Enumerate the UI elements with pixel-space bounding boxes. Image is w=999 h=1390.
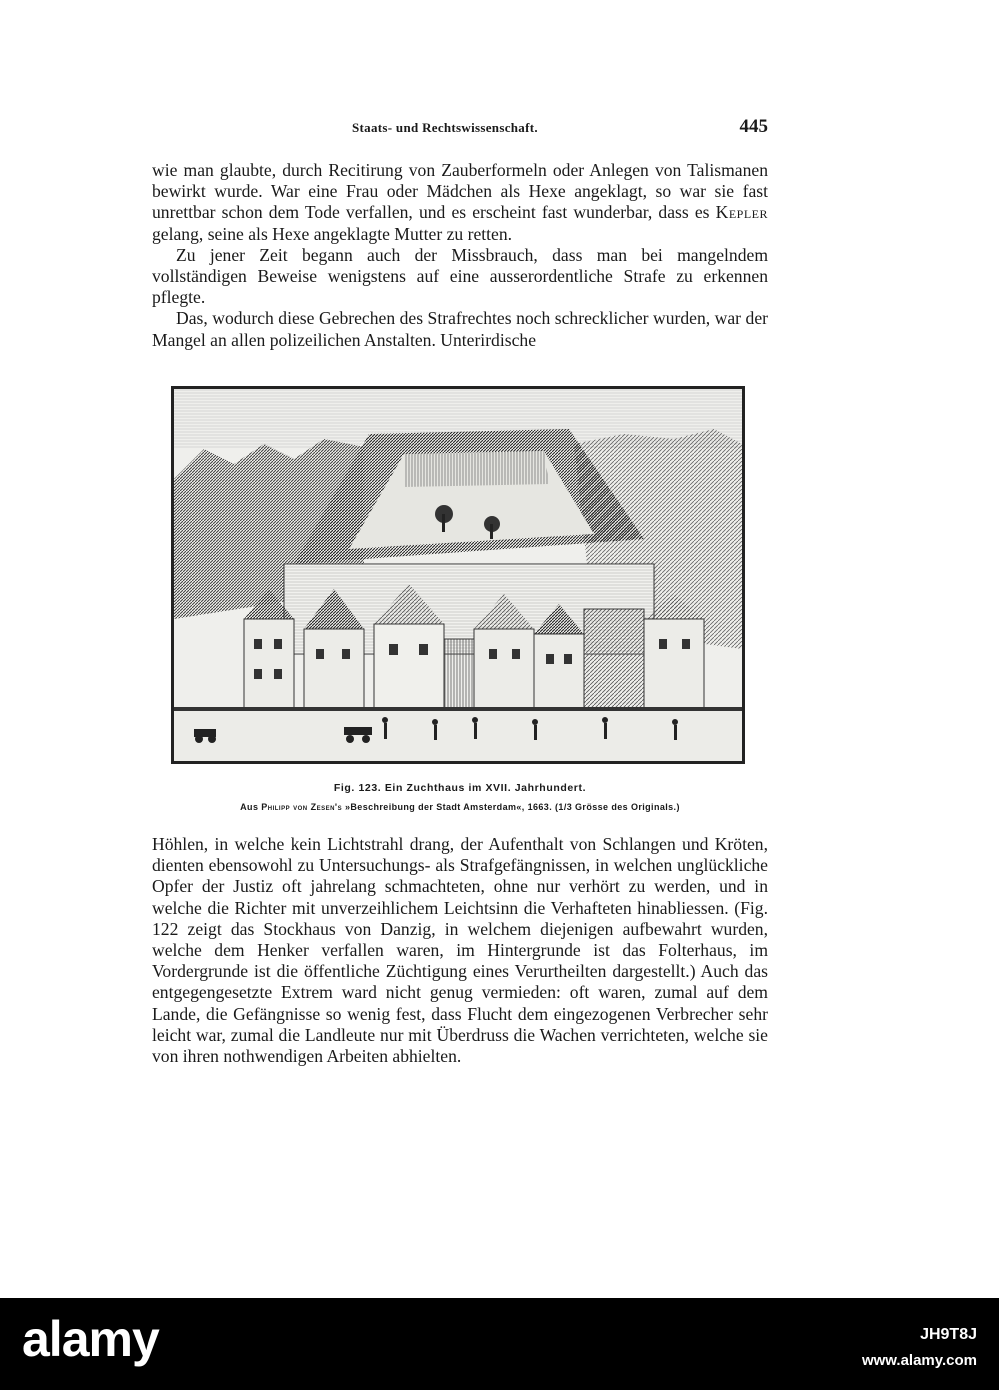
page-number: 445 [739,116,768,137]
running-head: Staats- und Rechtswissenschaft. [352,120,538,135]
figure-caption-title: Fig. 123. Ein Zuchthaus im XVII. Jahrhundert. [333,782,587,794]
source-author: Philipp von Zesen's [261,802,343,812]
paragraph: Zu jener Zeit begann auch der Missbrauch, dass man bei mangelndem vollständigen Beweise wenigstens auf eine ausserordentliche Strafe zu erkennen pflegte. [152,244,768,308]
page-header [152,118,768,142]
paragraph: Höhlen, in welche kein Lichtstrahl drang, der Aufenthalt von Schlangen und Kröten, dienten ebensowohl zu Untersuchungs- als Strafgefängnissen, in welchen unglückliche Opfer der Justiz oft jahrelang schmachteten, ohne nur verhört zu werden, und in welche die Richter mit unverzeihlichem Leichtsinn die Verhafteten hinabliessen. (Fig. 122 zeigt das Stockhaus von Danzig, in welchem diejenigen aufbewahrt wurden, welche dem Henker verfallen waren, im Hintergrunde ist das Folterhaus, im Vordergrunde ist die öffentliche Züchtigung eines Verurtheilten dargestellt.) Auch das entgegengesetzte Extrem ward nicht genug vermieden: oft waren, zumal auf dem Lande, die Gefängnisse so wenig fest, dass Flucht dem eingezogenen Verbrecher sehr leicht war, zumal die Landleute nur mit Überdruss die Wachen verrichteten, welche sie von ihren nothwendigen Arbeiten abhielten. [152,834,768,1067]
paragraph: Das, wodurch diese Gebrechen des Strafrechtes noch schrecklicher wurden, war der Mangel an allen polizeilichen Anstalten. Unterirdische [152,308,768,350]
stock-url: www.alamy.com [861,1352,977,1369]
paragraph: wie man glaubte, durch Recitirung von Zauberformeln oder Anlegen von Talismanen bewirkt wurde. War eine Frau oder Mädchen als Hexe angeklagt, so war sie fast unrettbar schon dem Tode verfallen, und es erscheint fast wunderbar, dass es Kepler gelang, seine als Hexe angeklagte Mutter zu retten. [152,160,768,244]
stock-footer-bar [0,1298,999,1390]
alamy-logo: alamy [22,1311,159,1367]
image-id: JH9T8J [920,1326,977,1343]
engraving-figure [171,386,745,764]
body-text-top [152,160,768,351]
engraving-illustration [174,389,742,761]
body-text-bottom [152,834,768,1067]
figure-caption-source: Aus Philipp von Zesen's »Beschreibung der Stadt Amsterdam«, 1663. (1/3 Grösse des Originals.) [240,802,680,812]
author-name: Kepler [715,202,768,223]
